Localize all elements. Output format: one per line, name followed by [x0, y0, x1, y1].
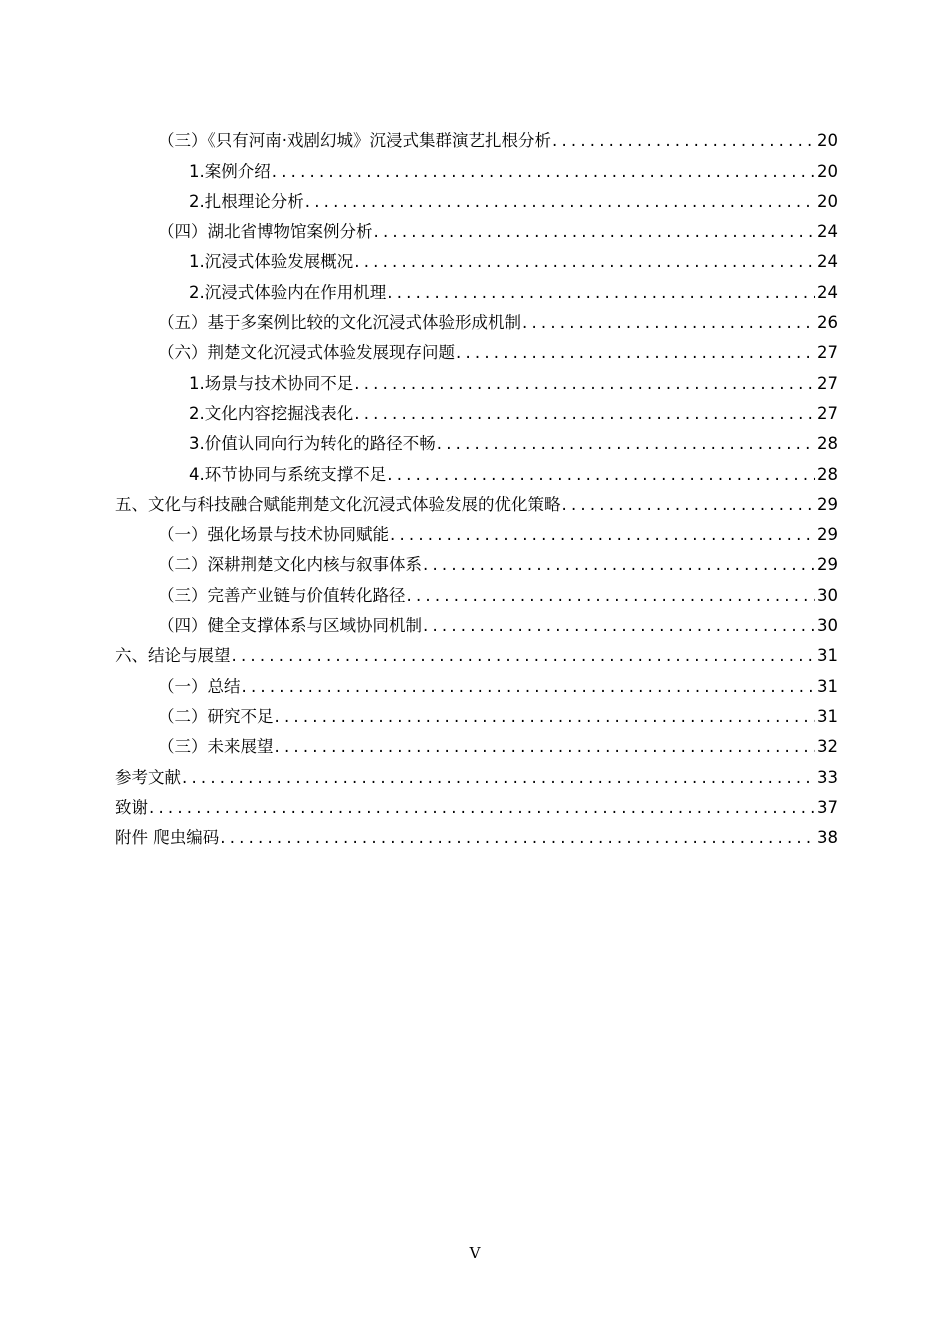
toc-entry-title: （四）健全支撑体系与区域协同机制: [158, 616, 422, 636]
toc-entry-title: （一）总结: [158, 676, 241, 696]
toc-entry-title: 致谢: [115, 797, 148, 817]
toc-dot-leader: [242, 677, 816, 697]
toc-entry-page: 31: [817, 706, 838, 726]
toc-dot-leader: [423, 555, 815, 575]
toc-entry-title: （四）湖北省博物馆案例分析: [158, 222, 373, 242]
toc-entry-title: 4.环节协同与系统支撑不足: [189, 464, 387, 484]
toc-entry-title: 2.沉浸式体验内在作用机理: [189, 282, 387, 302]
toc-entry[interactable]: [115, 333, 838, 363]
toc-entry[interactable]: [115, 757, 838, 787]
toc-entry-title: （二）深耕荆楚文化内核与叙事体系: [158, 555, 422, 575]
toc-entry-title: 五、文化与科技融合赋能荆楚文化沉浸式体验发展的优化策略: [115, 494, 561, 514]
toc-entry-title: （三）完善产业链与价值转化路径: [158, 585, 406, 605]
toc-entry[interactable]: [115, 121, 838, 151]
toc-entry[interactable]: [115, 182, 838, 212]
toc-dot-leader: [272, 162, 815, 182]
toc-entry[interactable]: [115, 606, 838, 636]
toc-dot-leader: [456, 343, 815, 363]
toc-entry-page: 27: [817, 373, 838, 393]
toc-dot-leader: [387, 465, 815, 485]
toc-entry-page: 28: [817, 434, 838, 454]
toc-entry[interactable]: [115, 697, 838, 727]
toc-entry[interactable]: [115, 727, 838, 757]
toc-dot-leader: [275, 737, 816, 757]
toc-entry[interactable]: [115, 666, 838, 696]
toc-entry-page: 30: [817, 585, 838, 605]
toc-entry[interactable]: [115, 394, 838, 424]
toc-entry-title: （三）《只有河南·戏剧幻城》沉浸式集群演艺扎根分析: [158, 131, 551, 151]
toc-entry-title: （三）未来展望: [158, 737, 274, 757]
toc-entry-page: 28: [817, 464, 838, 484]
toc-entry-page: 27: [817, 343, 838, 363]
toc-entry-page: 24: [817, 222, 838, 242]
toc-entry-title: （一）强化场景与技术协同赋能: [158, 525, 389, 545]
toc-entry-page: 24: [817, 282, 838, 302]
toc-entry[interactable]: [115, 212, 838, 242]
toc-entry-page: 20: [817, 161, 838, 181]
toc-entry[interactable]: [115, 454, 838, 484]
toc-dot-leader: [354, 404, 815, 424]
toc-entry[interactable]: [115, 242, 838, 272]
toc-dot-leader: [552, 131, 815, 151]
toc-entry-page: 24: [817, 252, 838, 272]
toc-entry-title: 1.案例介绍: [189, 161, 271, 181]
toc-entry-page: 20: [817, 191, 838, 211]
toc-entry-page: 29: [817, 555, 838, 575]
toc-entry-title: 附件 爬虫编码: [115, 828, 220, 848]
toc-entry-page: 29: [817, 494, 838, 514]
toc-entry[interactable]: [115, 788, 838, 818]
toc-entry-page: 31: [817, 646, 838, 666]
toc-entry-page: 26: [817, 313, 838, 333]
toc-dot-leader: [354, 252, 815, 272]
toc-entry-page: 33: [817, 767, 838, 787]
toc-entry-title: 六、结论与展望: [115, 646, 231, 666]
toc-entry-page: 38: [817, 828, 838, 848]
toc-entry[interactable]: [115, 636, 838, 666]
toc-entry[interactable]: [115, 818, 838, 848]
toc-entry[interactable]: [115, 545, 838, 575]
toc-entry-title: （二）研究不足: [158, 706, 274, 726]
toc-dot-leader: [522, 313, 815, 333]
page-number: V: [469, 1244, 481, 1262]
toc-dot-leader: [182, 768, 815, 788]
toc-dot-leader: [149, 798, 815, 818]
toc-dot-leader: [374, 222, 816, 242]
toc-entry[interactable]: [115, 575, 838, 605]
toc-entry[interactable]: [115, 303, 838, 333]
toc-dot-leader: [423, 616, 815, 636]
toc-entry-page: 27: [817, 403, 838, 423]
toc-entry-title: 参考文献: [115, 767, 181, 787]
toc-entry-page: 32: [817, 737, 838, 757]
toc-dot-leader: [305, 192, 815, 212]
toc-entry-title: 1.场景与技术协同不足: [189, 373, 354, 393]
toc-entry-title: 2.文化内容挖掘浅表化: [189, 403, 354, 423]
toc-entry-title: 2.扎根理论分析: [189, 191, 304, 211]
toc-entry-page: 20: [817, 131, 838, 151]
toc-entry-page: 31: [817, 676, 838, 696]
toc-entry[interactable]: [115, 363, 838, 393]
toc-entry-title: （六）荆楚文化沉浸式体验发展现存问题: [158, 343, 455, 363]
toc-dot-leader: [275, 707, 816, 727]
toc-dot-leader: [354, 374, 815, 394]
toc-entry-title: 1.沉浸式体验发展概况: [189, 252, 354, 272]
toc-entry-page: 29: [817, 525, 838, 545]
toc-dot-leader: [437, 434, 815, 454]
toc-entry-page: 37: [817, 797, 838, 817]
toc-dot-leader: [562, 495, 816, 515]
toc-entry[interactable]: [115, 151, 838, 181]
toc-entry[interactable]: [115, 272, 838, 302]
toc-dot-leader: [232, 646, 816, 666]
toc-entry-title: 3.价值认同向行为转化的路径不畅: [189, 434, 436, 454]
toc-dot-leader: [407, 586, 816, 606]
toc-entry[interactable]: [115, 424, 838, 454]
toc-entry[interactable]: [115, 485, 838, 515]
toc-dot-leader: [390, 525, 815, 545]
toc-entry-title: （五）基于多案例比较的文化沉浸式体验形成机制: [158, 313, 521, 333]
toc-dot-leader: [220, 828, 815, 848]
toc-entry[interactable]: [115, 515, 838, 545]
table-of-contents: [115, 121, 838, 848]
toc-entry-page: 30: [817, 616, 838, 636]
toc-dot-leader: [387, 283, 815, 303]
